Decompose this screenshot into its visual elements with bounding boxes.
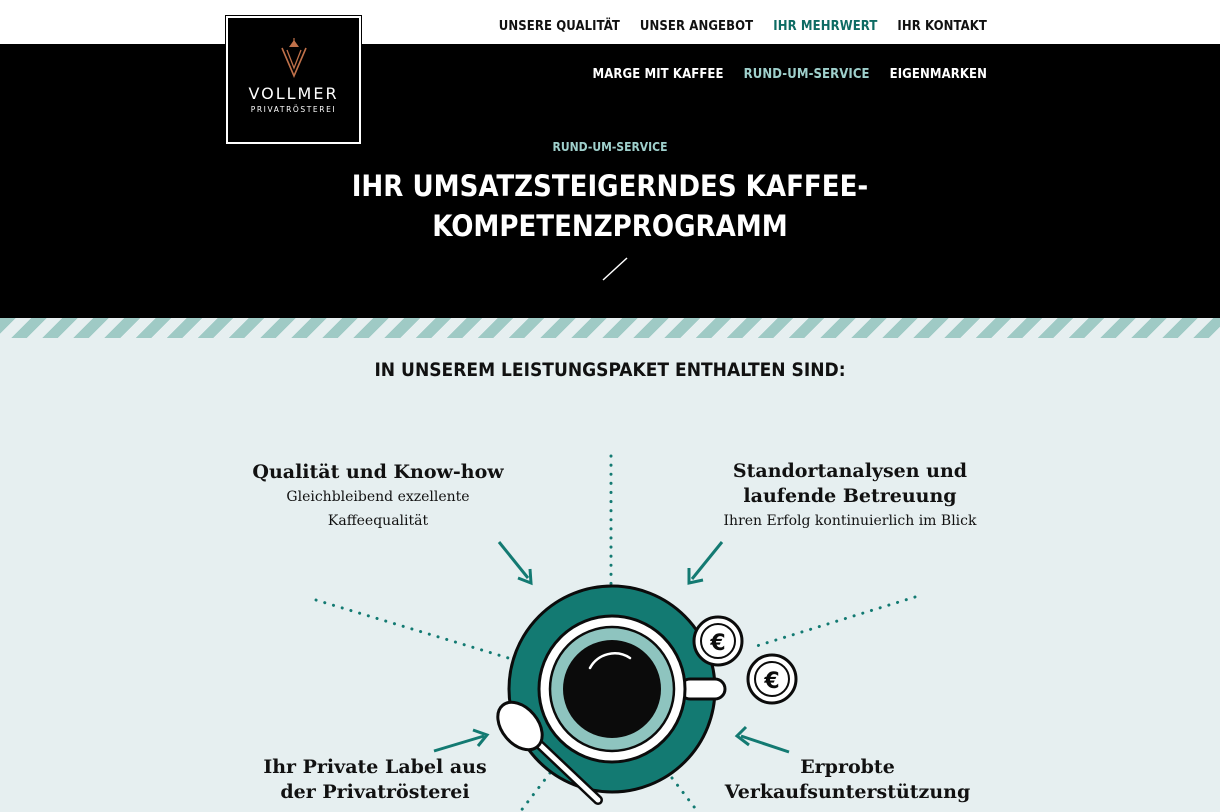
hero-kicker: RUND-UM-SERVICE — [552, 140, 668, 154]
secondary-nav — [0, 67, 987, 82]
feature-title: Erprobte Verkaufsunterstützung — [724, 756, 971, 803]
logo-subtitle: PRIVATRÖSTEREI — [250, 105, 337, 114]
coffee-cup-icon — [509, 586, 725, 792]
feature-title: Qualität und Know-how — [252, 461, 504, 483]
nav-rund-um-service[interactable]: RUND-UM-SERVICE — [743, 67, 870, 82]
svg-text:€: € — [710, 631, 726, 656]
top-bar — [0, 0, 1220, 44]
coffee-illustration — [0, 338, 1220, 812]
nav-unser-angebot[interactable]: UNSER ANGEBOT — [639, 19, 754, 34]
nav-eigenmarken[interactable]: EIGENMARKEN — [889, 67, 987, 82]
scroll-down-icon[interactable] — [602, 257, 628, 281]
nav-marge-mit-kaffee[interactable]: MARGE MIT KAFFEE — [592, 67, 724, 82]
feature-private-label — [240, 755, 510, 805]
logo-name: VOLLMER — [248, 84, 339, 103]
services-heading: IN UNSEREM LEISTUNGSPAKET ENTHALTEN SIND: — [374, 359, 846, 381]
nav-ihr-kontakt[interactable]: IHR KONTAKT — [897, 19, 987, 34]
services-section — [0, 338, 1220, 812]
feature-description: Gleichbleibend exzellente Kaffeequalität — [286, 489, 470, 529]
primary-nav — [0, 19, 987, 34]
feature-quality — [218, 460, 538, 533]
feature-title: Standortanalysen und laufende Betreuung — [732, 460, 968, 507]
feature-description: Ihren Erfolg kontinuierlich im Blick — [723, 513, 977, 529]
feature-title: Ihr Private Label aus der Privatrösterei — [263, 756, 487, 803]
nav-unsere-qualitaet[interactable]: UNSERE QUALITÄT — [498, 19, 620, 34]
svg-text:€: € — [764, 669, 780, 694]
nav-ihr-mehrwert[interactable]: IHR MEHRWERT — [773, 19, 878, 34]
logo-mark-icon — [280, 38, 308, 78]
logo[interactable] — [226, 16, 361, 144]
feature-location-analysis — [700, 459, 1000, 533]
page-title: IHR UMSATZSTEIGERNDES KAFFEE-KOMPETENZPROGRAMM — [351, 169, 869, 243]
stripe-divider — [0, 318, 1220, 338]
feature-sales-support — [720, 755, 975, 805]
